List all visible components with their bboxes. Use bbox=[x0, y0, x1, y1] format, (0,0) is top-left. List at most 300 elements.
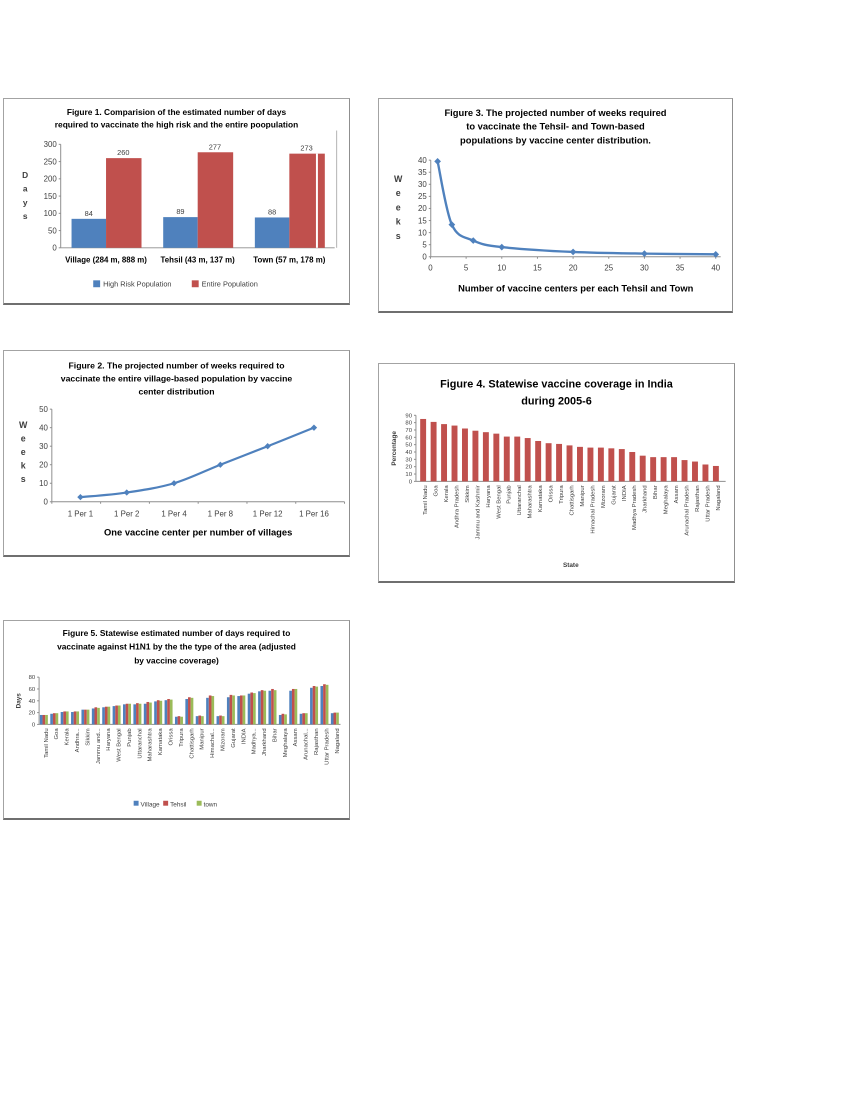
y-tick-label: 70 bbox=[405, 428, 412, 435]
bar bbox=[598, 448, 604, 482]
y-axis-label: s bbox=[22, 211, 28, 222]
bar-tehsil bbox=[53, 713, 56, 724]
bar-tehsil bbox=[313, 686, 316, 724]
y-tick-label: 60 bbox=[28, 687, 36, 694]
bar-town bbox=[336, 713, 339, 725]
y-tick-label: 80 bbox=[28, 675, 36, 682]
figure5-days-by-area-bar-chart bbox=[3, 620, 350, 820]
x-tick-label: Jharkhand bbox=[262, 728, 269, 756]
bar-town bbox=[139, 704, 142, 725]
y-axis-label: D bbox=[22, 169, 29, 180]
bar-village bbox=[217, 716, 220, 724]
y-axis-label: s bbox=[20, 473, 26, 484]
x-tick-label: Mizoram bbox=[600, 485, 607, 508]
y-tick-label: 15 bbox=[418, 216, 427, 226]
x-tick-label: 30 bbox=[640, 263, 649, 273]
data-line bbox=[438, 161, 716, 254]
data-point-marker bbox=[570, 249, 577, 256]
y-tick-label: 250 bbox=[43, 157, 57, 167]
bar-town bbox=[128, 704, 131, 725]
figure5-chart-canvas bbox=[4, 621, 349, 818]
y-tick-label: 35 bbox=[418, 167, 427, 177]
bar bbox=[420, 419, 426, 481]
bar-village bbox=[50, 714, 53, 725]
y-axis-label: e bbox=[395, 202, 401, 213]
bar-village bbox=[113, 706, 116, 724]
y-tick-label: 300 bbox=[43, 140, 57, 150]
bar-village bbox=[92, 708, 95, 724]
y-tick-label: 10 bbox=[39, 479, 48, 489]
bar-village bbox=[61, 712, 64, 724]
bar-high-risk bbox=[163, 217, 197, 248]
bar-village bbox=[227, 697, 230, 724]
chart-title: Figure 1. Comparision of the estimated number of days bbox=[66, 106, 287, 117]
chart-title: Figure 2. The projected number of weeks required to bbox=[68, 360, 285, 371]
y-tick-label: 10 bbox=[418, 228, 427, 238]
legend-label: town bbox=[203, 801, 218, 809]
data-point-marker bbox=[498, 244, 505, 251]
data-line bbox=[80, 428, 314, 497]
x-tick-label: Assam bbox=[674, 485, 681, 504]
x-tick-label: Andhra Pradesh bbox=[454, 485, 461, 529]
bar-village bbox=[300, 714, 303, 725]
bar-tehsil bbox=[146, 702, 149, 724]
bar-tehsil bbox=[271, 689, 274, 724]
y-tick-label: 0 bbox=[52, 243, 57, 253]
x-tick-label: Punjab bbox=[126, 728, 133, 747]
bar-town bbox=[326, 685, 329, 725]
bar bbox=[619, 449, 625, 481]
bar-town bbox=[284, 714, 287, 724]
bar-town bbox=[222, 716, 225, 724]
bar-village bbox=[81, 710, 84, 725]
x-tick-label: Manipur bbox=[579, 485, 586, 507]
chart-title: center distribution bbox=[138, 386, 215, 397]
bar-village bbox=[165, 700, 168, 724]
bar-tehsil bbox=[126, 704, 129, 725]
legend-label: Village bbox=[140, 801, 160, 809]
bar-town bbox=[160, 701, 163, 725]
bar-tehsil bbox=[157, 700, 160, 724]
x-tick-label: 1 Per 2 bbox=[114, 509, 140, 519]
y-axis-label: k bbox=[20, 460, 26, 471]
bar-village bbox=[289, 691, 292, 725]
x-tick-label: Karnataka bbox=[158, 728, 165, 756]
x-tick-label: Bihar bbox=[653, 485, 660, 500]
legend-swatch bbox=[134, 801, 139, 806]
bar-village bbox=[237, 696, 240, 724]
legend-label: Entire Population bbox=[201, 279, 258, 289]
bar-tehsil bbox=[219, 716, 222, 725]
y-tick-label: 0 bbox=[43, 497, 48, 507]
bar bbox=[692, 462, 698, 482]
x-tick-label: Orissa bbox=[168, 728, 175, 746]
x-tick-label: 1 Per 16 bbox=[299, 509, 329, 519]
bar-village bbox=[154, 701, 157, 724]
bar-village bbox=[40, 715, 43, 724]
x-tick-label: Karnataka bbox=[538, 485, 545, 513]
bar-town bbox=[191, 698, 194, 725]
chart-title: during 2005-6 bbox=[521, 395, 592, 408]
bar-town bbox=[263, 691, 266, 725]
bar bbox=[650, 457, 656, 481]
legend-label: Tehsil bbox=[170, 801, 187, 809]
y-tick-label: 40 bbox=[28, 698, 36, 705]
bar bbox=[567, 445, 573, 481]
x-tick-label: Meghalaya bbox=[663, 485, 670, 515]
x-tick-label: 1 Per 8 bbox=[207, 509, 234, 519]
y-axis-label: y bbox=[22, 197, 28, 208]
legend-swatch bbox=[192, 280, 199, 287]
x-tick-label: Kerala bbox=[64, 728, 71, 746]
bar bbox=[546, 443, 552, 481]
y-tick-label: 40 bbox=[418, 155, 427, 165]
x-tick-label: Madhya... bbox=[251, 728, 258, 755]
data-label: 88 bbox=[267, 207, 277, 217]
x-tick-label: West Bengal bbox=[116, 728, 123, 762]
x-tick-label: 1 Per 12 bbox=[252, 509, 283, 519]
x-tick-label: Tamil Nadu bbox=[423, 485, 430, 515]
y-tick-label: 20 bbox=[28, 710, 36, 717]
y-tick-label: 30 bbox=[405, 457, 412, 464]
x-tick-label: Uttar Pradesh bbox=[324, 728, 331, 765]
bar-tehsil bbox=[198, 716, 201, 725]
y-tick-label: 50 bbox=[405, 442, 412, 449]
chart-title: by vaccine coverage) bbox=[134, 655, 219, 666]
x-tick-label: Manipur bbox=[199, 728, 206, 750]
x-tick-label: Kerala bbox=[444, 485, 450, 503]
y-tick-label: 60 bbox=[405, 435, 412, 442]
bar-tehsil bbox=[282, 714, 285, 725]
bar-village bbox=[175, 717, 178, 725]
bar-entire bbox=[198, 152, 233, 248]
bar-town bbox=[149, 703, 152, 725]
bar-town bbox=[56, 713, 59, 724]
bar-town bbox=[211, 696, 214, 724]
x-tick-label: Nagaland bbox=[334, 728, 341, 754]
x-tick-label: Chattisgarh bbox=[569, 485, 576, 516]
bar-village bbox=[71, 712, 74, 724]
bar-village bbox=[123, 704, 126, 724]
x-tick-label: Jharkhand bbox=[642, 485, 649, 513]
chart-title: vaccinate against H1N1 by the the type of the area (adjusted bbox=[57, 641, 296, 652]
bar-village bbox=[196, 716, 199, 724]
bar-tehsil bbox=[334, 713, 337, 725]
bar-town bbox=[45, 715, 48, 724]
bar-town bbox=[295, 689, 298, 724]
bar-town bbox=[97, 708, 100, 725]
bar-village bbox=[268, 691, 271, 725]
chart-title: Figure 3. The projected number of weeks required bbox=[444, 107, 667, 118]
x-tick-label: Village (284 m, 888 m) bbox=[65, 255, 147, 265]
chart-title: Figure 4. Statewise vaccine coverage in India bbox=[440, 378, 673, 391]
x-axis-label: Number of vaccine centers per each Tehsil and Town bbox=[458, 283, 694, 294]
figure2-chart-canvas bbox=[4, 351, 349, 555]
x-tick-label: Sikkim bbox=[85, 728, 92, 746]
x-tick-label: Andhra... bbox=[74, 728, 81, 753]
y-tick-label: 50 bbox=[47, 226, 57, 236]
y-tick-label: 25 bbox=[418, 192, 427, 202]
bar bbox=[629, 452, 635, 481]
x-tick-label: Sikkim bbox=[464, 485, 471, 503]
x-tick-label: Uttar Pradesh bbox=[705, 485, 712, 522]
x-tick-label: Haryana bbox=[106, 728, 113, 751]
x-tick-label: Himachal Pradesh bbox=[590, 485, 597, 534]
x-tick-label: Orissa bbox=[548, 485, 555, 503]
data-label: 89 bbox=[176, 207, 185, 217]
figure1-days-comparison-bar-chart bbox=[3, 98, 350, 305]
bar-village bbox=[331, 713, 334, 724]
x-tick-label: West Bengal bbox=[496, 485, 503, 519]
x-tick-label: Bihar bbox=[272, 728, 279, 743]
bar-town bbox=[76, 711, 79, 724]
x-tick-label: 40 bbox=[711, 263, 721, 273]
bar-entire bbox=[106, 158, 141, 248]
y-tick-label: 200 bbox=[43, 174, 57, 184]
figure3-chart-canvas bbox=[379, 99, 732, 311]
bar bbox=[713, 466, 719, 481]
bar bbox=[472, 431, 478, 482]
bar-tehsil bbox=[323, 684, 326, 724]
data-point-marker bbox=[77, 494, 83, 500]
x-tick-label: Rajasthan bbox=[694, 485, 701, 512]
x-tick-label: 35 bbox=[675, 263, 685, 273]
bar-high-risk bbox=[72, 219, 106, 248]
bar-village bbox=[102, 707, 105, 724]
bar bbox=[608, 448, 614, 481]
x-tick-label: Goa bbox=[54, 728, 61, 740]
y-tick-label: 150 bbox=[43, 191, 57, 201]
bar bbox=[671, 457, 677, 481]
bar-tehsil bbox=[240, 695, 243, 724]
data-point-marker bbox=[171, 480, 177, 486]
x-tick-label: 20 bbox=[568, 263, 578, 273]
x-tick-label: Uttaranchal bbox=[517, 485, 524, 516]
data-label: 277 bbox=[208, 142, 222, 152]
y-tick-label: 0 bbox=[422, 252, 427, 262]
x-tick-label: Arunachal Pradesh bbox=[684, 485, 691, 536]
bar-town bbox=[305, 713, 308, 724]
x-tick-label: Meghalaya bbox=[282, 728, 289, 758]
data-point-marker bbox=[641, 250, 648, 257]
bar-tehsil bbox=[74, 711, 77, 724]
y-axis-label: W bbox=[394, 173, 403, 184]
bar-seam-artifact bbox=[316, 154, 318, 248]
bar-town bbox=[232, 695, 235, 724]
x-tick-label: Haryana bbox=[485, 485, 492, 508]
x-tick-label: INDIA bbox=[241, 728, 248, 745]
bar bbox=[441, 424, 447, 481]
chart-title: Figure 5. Statewise estimated number of days required to bbox=[62, 627, 291, 638]
x-tick-label: Madhya Pradesh bbox=[632, 485, 639, 530]
bar-village bbox=[279, 715, 282, 724]
chart-title: required to vaccinate the high risk and the entire poopulation bbox=[54, 119, 299, 130]
figure4-chart-canvas bbox=[379, 364, 734, 581]
bar-town bbox=[243, 695, 246, 724]
bar-tehsil bbox=[105, 707, 108, 725]
x-tick-label: 1 Per 1 bbox=[67, 509, 94, 519]
y-tick-label: 40 bbox=[39, 423, 48, 433]
x-tick-label: Nagaland bbox=[715, 485, 722, 511]
bar-town bbox=[87, 710, 90, 725]
bar-village bbox=[258, 691, 261, 724]
bar-tehsil bbox=[209, 695, 212, 724]
bar-tehsil bbox=[84, 710, 87, 725]
bar-tehsil bbox=[188, 697, 191, 724]
bar bbox=[431, 422, 437, 481]
bar-town bbox=[170, 700, 173, 725]
y-tick-label: 0 bbox=[408, 479, 412, 486]
x-tick-label: Jammu and... bbox=[95, 728, 102, 765]
bar-tehsil bbox=[94, 707, 97, 724]
data-point-marker bbox=[434, 158, 441, 165]
bar bbox=[640, 456, 646, 482]
y-tick-label: 80 bbox=[405, 420, 412, 427]
bar-tehsil bbox=[63, 711, 66, 724]
chart-title: populations by vaccine center distribution. bbox=[460, 135, 651, 146]
data-point-marker bbox=[311, 425, 317, 431]
y-tick-label: 30 bbox=[39, 441, 48, 451]
figure2-weeks-line-chart bbox=[3, 350, 350, 557]
y-tick-label: 50 bbox=[39, 404, 48, 414]
y-tick-label: 20 bbox=[418, 204, 427, 214]
bar bbox=[462, 429, 468, 482]
bar bbox=[514, 437, 520, 482]
x-tick-label: Rajasthan bbox=[313, 728, 320, 755]
data-point-marker bbox=[124, 489, 130, 495]
legend-label: High Risk Population bbox=[103, 279, 172, 289]
y-axis-label: e bbox=[20, 433, 26, 444]
x-tick-label: 1 Per 4 bbox=[161, 509, 187, 519]
x-tick-label: Arunachal... bbox=[303, 728, 310, 760]
bar bbox=[577, 447, 583, 482]
y-tick-label: 30 bbox=[418, 180, 427, 190]
y-axis-label: k bbox=[395, 216, 401, 227]
bar-tehsil bbox=[302, 713, 305, 724]
bar-village bbox=[185, 699, 188, 724]
y-tick-label: 10 bbox=[405, 472, 412, 479]
bar-village bbox=[133, 704, 136, 724]
x-tick-label: Gujarat bbox=[230, 728, 237, 748]
data-label: 84 bbox=[84, 208, 93, 218]
data-label: 260 bbox=[117, 148, 130, 158]
x-tick-label: Mizoram bbox=[220, 728, 227, 752]
y-tick-label: 5 bbox=[422, 240, 427, 250]
x-tick-label: Goa bbox=[433, 485, 440, 497]
bar bbox=[682, 460, 688, 481]
figure4-coverage-bar-chart bbox=[378, 363, 735, 583]
x-tick-label: Maharashtra bbox=[147, 728, 154, 762]
bar-town bbox=[180, 717, 183, 725]
y-tick-label: 90 bbox=[405, 413, 412, 420]
y-axis-label: Days bbox=[15, 693, 23, 709]
y-axis-label: a bbox=[22, 183, 28, 194]
x-tick-label: Town (57 m, 178 m) bbox=[253, 255, 326, 265]
x-axis-label: State bbox=[562, 562, 579, 570]
legend-swatch bbox=[93, 280, 100, 287]
x-tick-label: Uttaranchal bbox=[137, 728, 144, 759]
y-axis-label: Percentage bbox=[391, 431, 399, 466]
bar bbox=[661, 457, 667, 481]
bar-village bbox=[248, 694, 251, 725]
y-tick-label: 0 bbox=[31, 722, 36, 729]
bar-tehsil bbox=[136, 703, 139, 724]
bar-village bbox=[206, 698, 209, 725]
bar-tehsil bbox=[292, 689, 295, 724]
data-label: 273 bbox=[300, 143, 313, 153]
bar-town bbox=[201, 716, 204, 724]
y-tick-label: 100 bbox=[43, 209, 57, 219]
bar-village bbox=[320, 686, 323, 724]
figure3-weeks-line-chart bbox=[378, 98, 733, 313]
bar-town bbox=[118, 706, 121, 725]
x-tick-label: 5 bbox=[463, 263, 469, 273]
bar-town bbox=[108, 707, 111, 725]
x-tick-label: 10 bbox=[497, 263, 507, 273]
bar-town bbox=[315, 687, 318, 725]
y-axis-label: e bbox=[20, 446, 26, 457]
x-tick-label: Assam bbox=[293, 728, 300, 747]
y-axis-label: e bbox=[395, 188, 401, 199]
y-axis-label: W bbox=[19, 419, 28, 430]
bar bbox=[452, 426, 458, 482]
bar bbox=[483, 432, 489, 481]
x-tick-label: Chattisgarh bbox=[189, 728, 196, 759]
bar bbox=[587, 448, 593, 482]
x-tick-label: Punjab bbox=[506, 485, 513, 504]
y-axis-label: s bbox=[395, 231, 401, 242]
bar-town bbox=[274, 690, 277, 724]
x-tick-label: Maharashtra bbox=[527, 485, 534, 519]
x-tick-label: 15 bbox=[533, 263, 542, 273]
bar-high-risk bbox=[255, 217, 289, 247]
bar-tehsil bbox=[115, 706, 118, 725]
bar bbox=[493, 434, 499, 482]
bar bbox=[525, 438, 531, 481]
y-tick-label: 40 bbox=[405, 450, 412, 457]
data-point-marker bbox=[217, 462, 223, 468]
bar-tehsil bbox=[250, 693, 253, 725]
figure1-chart-canvas bbox=[4, 99, 349, 303]
x-tick-label: Tripura bbox=[178, 728, 185, 747]
x-tick-label: Jammu and Kashmir bbox=[475, 485, 482, 540]
legend-swatch bbox=[163, 801, 168, 806]
x-tick-label: Tamil Nadu bbox=[43, 728, 50, 758]
x-tick-label: INDIA bbox=[621, 485, 628, 502]
chart-title: to vaccinate the Tehsil- and Town-based bbox=[466, 121, 645, 132]
bar bbox=[535, 441, 541, 481]
bar-entire bbox=[289, 154, 324, 248]
legend-swatch bbox=[197, 801, 202, 806]
bar-tehsil bbox=[178, 716, 181, 724]
x-tick-label: Gujarat bbox=[611, 485, 618, 505]
bar-tehsil bbox=[261, 690, 264, 724]
x-tick-label: Tripura bbox=[559, 485, 566, 504]
x-tick-label: 25 bbox=[604, 263, 614, 273]
x-tick-label: Himachal... bbox=[210, 728, 217, 758]
bar bbox=[556, 444, 562, 481]
bar-village bbox=[310, 688, 313, 725]
y-tick-label: 20 bbox=[405, 464, 412, 471]
bar bbox=[504, 437, 510, 482]
bar-tehsil bbox=[167, 699, 170, 724]
x-tick-label: 0 bbox=[428, 263, 433, 273]
x-axis-label: One vaccine center per number of villages bbox=[104, 527, 293, 538]
data-point-marker bbox=[470, 237, 477, 244]
bar-tehsil bbox=[43, 715, 46, 724]
y-tick-label: 20 bbox=[39, 460, 48, 470]
bar bbox=[702, 464, 708, 481]
